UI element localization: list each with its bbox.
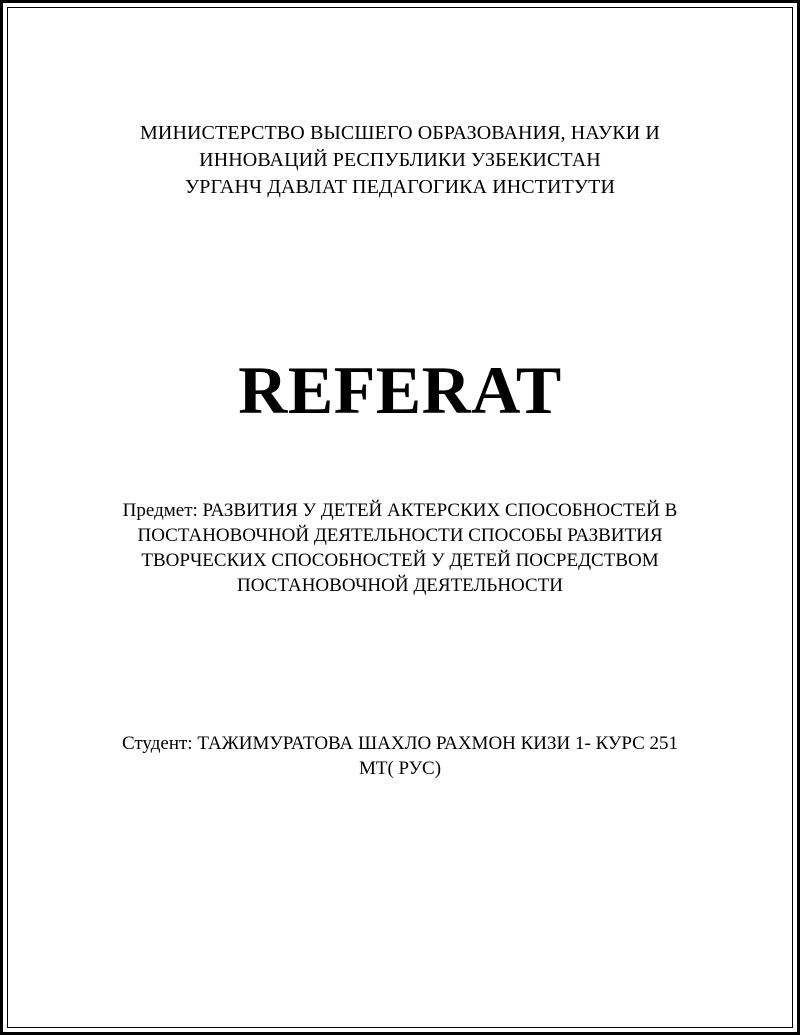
student-line-2: МТ( РУС)	[358, 758, 442, 779]
student-line-1: Студент: ТАЖИМУРАТОВА ШАХЛО РАХМОН КИЗИ 1- КУРС 251	[121, 733, 679, 754]
ministry-line-2: ИННОВАЦИЙ РЕСПУБЛИКИ УЗБЕКИСТАН	[199, 149, 601, 171]
ministry-line-1: МИНИСТЕРСТВО ВЫСШЕГО ОБРАЗОВАНИЯ, НАУКИ И	[140, 122, 660, 144]
subject-line-2: ПОСТАНОВОЧНОЙ ДЕЯТЕЛЬНОСТИ СПОСОБЫ РАЗВИТИЯ	[137, 525, 663, 546]
subject-section	[0, 498, 800, 598]
institute-name: УРГАНЧ ДАВЛАТ ПЕДАГОГИКА ИНСТИТУТИ	[184, 176, 616, 198]
institution-header	[0, 120, 800, 201]
student-section	[0, 731, 800, 781]
document-title: REFERAT	[238, 352, 562, 428]
subject-line-4: ПОСТАНОВОЧНОЙ ДЕЯТЕЛЬНОСТИ	[236, 575, 564, 596]
subject-line-3: ТВОРЧЕСКИХ СПОСОБНОСТЕЙ У ДЕТЕЙ ПОСРЕДСТВОМ	[141, 550, 659, 571]
subject-line-1: Предмет: РАЗВИТИЯ У ДЕТЕЙ АКТЕРСКИХ СПОСОБНОСТЕЙ В	[122, 500, 678, 521]
